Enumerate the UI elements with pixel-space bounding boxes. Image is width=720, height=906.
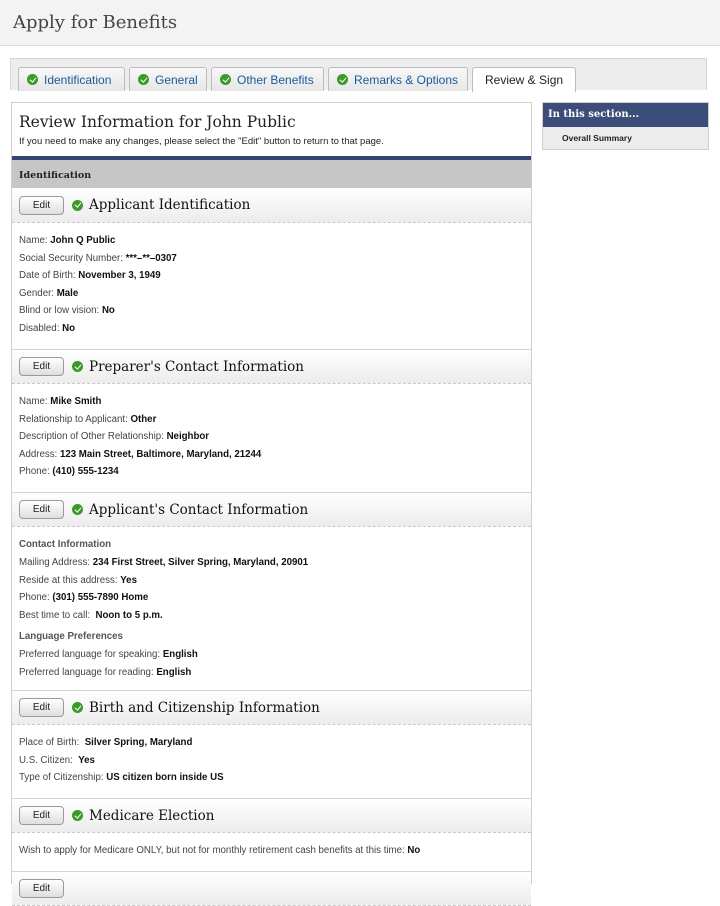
check-icon: [27, 74, 38, 85]
edit-button[interactable]: Edit: [19, 500, 64, 519]
field-row: Date of Birth: November 3, 1949: [19, 270, 161, 282]
field-row: Wish to apply for Medicare ONLY, but not for monthly retirement cash benefits at this time: No: [19, 845, 421, 856]
page-title: Apply for Benefits: [13, 12, 178, 33]
field-row: Name: Mike Smith: [19, 396, 102, 407]
section-title: Birth and Citizenship Information: [89, 699, 320, 716]
tab-review-sign[interactable]: [472, 67, 576, 92]
check-icon: [72, 810, 83, 821]
field-row: Gender: Male: [19, 287, 79, 299]
section-sidebar: [542, 102, 709, 150]
field-row: Best time to call: Noon to 5 p.m.: [19, 609, 163, 621]
edit-button[interactable]: Edit: [19, 698, 64, 717]
section-body-medicare-election: [12, 833, 531, 871]
tab-bar: [10, 58, 707, 90]
tab-general[interactable]: [129, 67, 207, 91]
group-heading: Identification: [12, 160, 531, 188]
edit-button[interactable]: Edit: [19, 196, 64, 215]
field-row: Address: 123 Main Street, Baltimore, Maryland, 21244: [19, 448, 262, 460]
field-row: Disabled: No: [19, 322, 76, 334]
field-row: Name: John Q Public: [19, 235, 116, 246]
field-row: Phone: (301) 555-7890 Home: [19, 592, 149, 604]
edit-button[interactable]: Edit: [19, 357, 64, 376]
section-header-medicare-election: [12, 798, 531, 833]
check-icon: [72, 702, 83, 713]
tab-label: Remarks & Options: [354, 72, 459, 87]
edit-button[interactable]: Edit: [19, 806, 64, 825]
section-body-applicant-identification: [12, 223, 531, 349]
check-icon: [72, 504, 83, 515]
review-instructions: If you need to make any changes, please select the "Edit" button to return to that page.: [19, 136, 384, 147]
section-title: Preparer's Contact Information: [89, 358, 304, 375]
field-row: Phone: (410) 555-1234: [19, 466, 119, 478]
field-row: Preferred language for reading: English: [19, 666, 192, 678]
subsection-heading: Language Preferences: [19, 631, 123, 643]
subsection-heading: Contact Information: [19, 539, 112, 550]
field-row: U.S. Citizen: Yes: [19, 754, 95, 766]
field-row: Blind or low vision: No: [19, 305, 115, 317]
field-row: Social Security Number: ***–**–0307: [19, 252, 177, 264]
tab-label: General: [155, 72, 198, 87]
sidebar-heading: In this section...: [543, 103, 708, 127]
tab-label: Identification: [44, 72, 112, 87]
section-title: Applicant's Contact Information: [89, 501, 309, 518]
section-header-applicant-contact: [12, 492, 531, 527]
sidebar-item-overall-summary[interactable]: Overall Summary: [543, 127, 708, 149]
tab-label: Other Benefits: [237, 72, 314, 87]
check-icon: [138, 74, 149, 85]
tab-remarks-options[interactable]: [328, 67, 468, 91]
tab-other-benefits[interactable]: [211, 67, 324, 91]
section-header-preparer-contact: [12, 349, 531, 384]
tab-identification[interactable]: [18, 67, 125, 91]
section-body-birth-citizenship: [12, 725, 531, 798]
section-header-next: [12, 871, 531, 906]
edit-button[interactable]: Edit: [19, 879, 64, 898]
check-icon: [220, 74, 231, 85]
review-title: Review Information for John Public: [19, 113, 296, 131]
field-row: Mailing Address: 234 First Street, Silver Spring, Maryland, 20901: [19, 557, 309, 568]
field-row: Preferred language for speaking: English: [19, 649, 198, 661]
check-icon: [72, 361, 83, 372]
section-body-applicant-contact: [12, 527, 531, 690]
page-header: [0, 0, 720, 46]
check-icon: [337, 74, 348, 85]
check-icon: [72, 200, 83, 211]
section-header-birth-citizenship: [12, 690, 531, 725]
field-row: Reside at this address: Yes: [19, 574, 137, 586]
field-row: Description of Other Relationship: Neighbor: [19, 431, 210, 443]
review-panel: [11, 102, 532, 894]
section-body-preparer-contact: [12, 384, 531, 492]
field-row: Type of Citizenship: US citizen born inside US: [19, 772, 224, 784]
tab-label: Review & Sign: [485, 73, 564, 87]
field-row: Relationship to Applicant: Other: [19, 413, 157, 425]
field-row: Place of Birth: Silver Spring, Maryland: [19, 737, 193, 748]
review-header: [12, 103, 531, 160]
section-header-applicant-identification: [12, 188, 531, 223]
section-title: Medicare Election: [89, 807, 215, 824]
section-title: Applicant Identification: [89, 197, 251, 213]
